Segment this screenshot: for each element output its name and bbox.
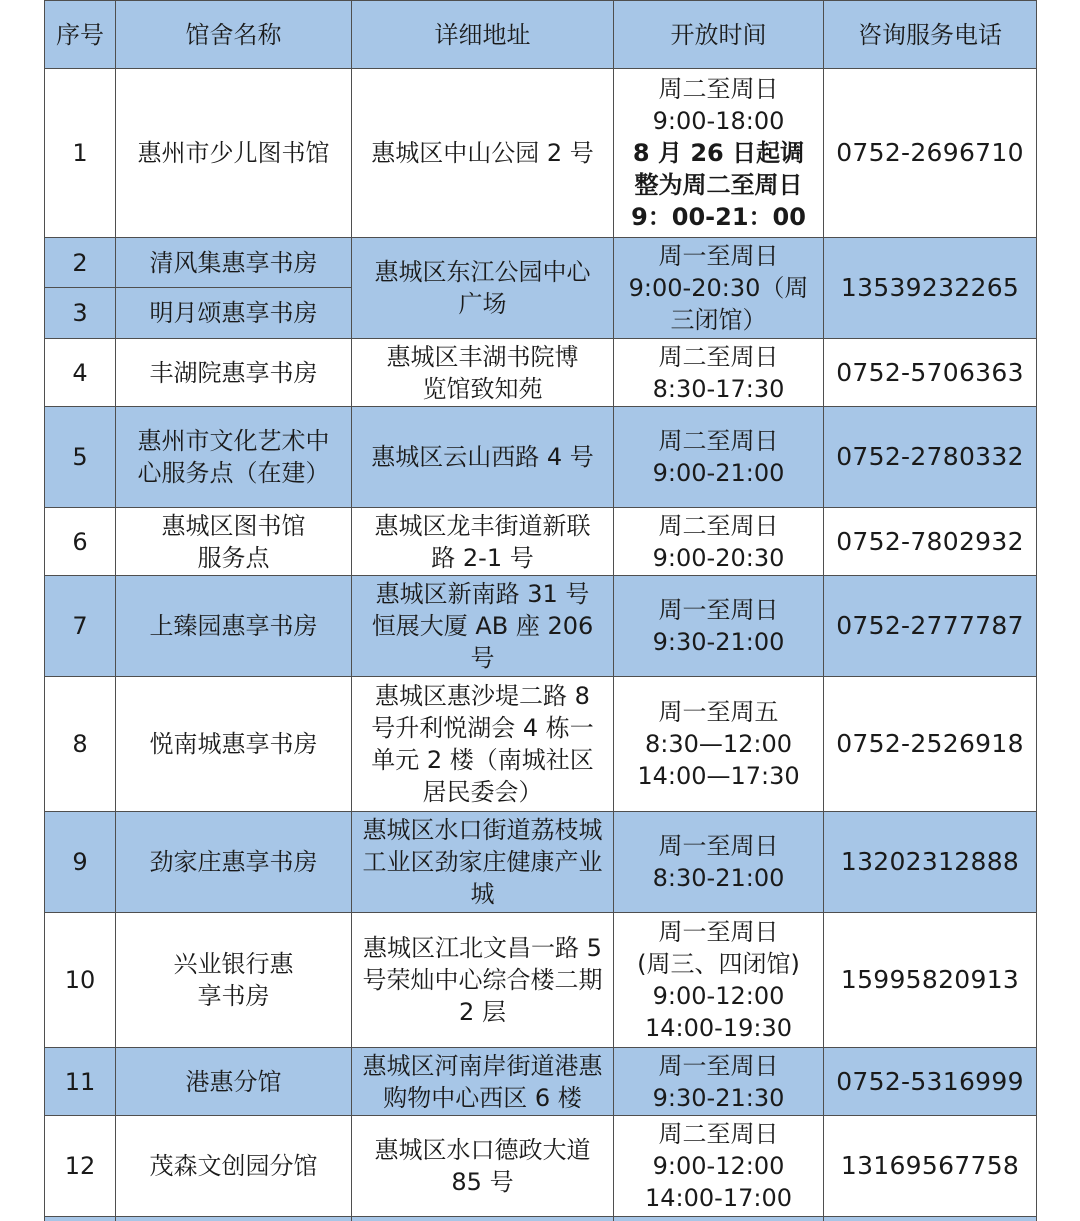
row-name: 惠州市文化艺术中心服务点（在建） [116,407,352,508]
hours-line: 周一至周日 [658,832,779,860]
header-name: 馆舍名称 [116,1,352,69]
row-phone: 0752-2696710 [824,69,1037,238]
hours-line: 周二至周日 [658,75,779,103]
row-no: 12 [45,1116,116,1217]
hours-line: 9:00-20:30（周三闭馆） [628,274,809,334]
row-phone: 0752-7802932 [824,508,1037,576]
table-row [45,508,1037,576]
table-row [45,339,1037,407]
row-phone: 15995820913 [824,913,1037,1048]
table-row [45,407,1037,508]
row-hours [614,407,824,508]
row-no: 2 [45,238,116,288]
table-row [45,1048,1037,1116]
row-hours [614,677,824,812]
row-name: 悦南城惠享书房 [116,677,352,812]
row-name: 兴业银行惠享书房 [116,913,352,1048]
row-hours [614,576,824,677]
row-address: 惠城区河南岸街道港惠购物中心西区 6 楼 [352,1048,614,1116]
hours-line: 周二至周日 [658,511,779,540]
row-phone: 0752-2526918 [824,677,1037,812]
row-no: 10 [45,913,116,1048]
row-address: 惠城区龙丰街道新联路 2-1 号 [352,508,614,576]
hours-line: 8:30-21:00 [652,864,785,892]
hours-line: (周三、四闭馆) [637,950,800,978]
row-hours [614,1048,824,1116]
hours-line: 8:30-17:30 [652,374,785,403]
row-hours [614,1116,824,1217]
row-phone: 0752-5316999 [824,1048,1037,1116]
row-address: 惠城区水口德政大道 85 号 [352,1116,614,1217]
row-name: 惠州市少儿图书馆 [116,69,352,238]
hours-line: 周二至周日 [658,427,779,455]
hours-line: 14:00-19:30 [645,1014,792,1042]
row-address: 惠城区惠沙堤二路 8 号升利悦湖会 4 栋一单元 2 楼（南城社区居民委会） [352,677,614,812]
hours-change-note: 8 月 26 日起调 [632,139,805,167]
row-address: 惠城区中山公园 2 号 [352,69,614,238]
row-address: 惠城区丰湖书院博览馆致知苑 [352,339,614,407]
row-phone [824,1217,1037,1221]
hours-line: 9:00-12:00 [652,982,785,1010]
table-row [45,576,1037,677]
row-hours [614,812,824,913]
header-hours: 开放时间 [614,1,824,69]
hours-line: 9:00-21:00 [652,459,785,487]
hours-line: 周一至周日 [658,1051,779,1080]
row-phone: 13202312888 [824,812,1037,913]
header-phone: 咨询服务电话 [824,1,1037,69]
header-no: 序号 [45,1,116,69]
hours-change-note: 整为周二至周日 [634,171,803,199]
hours-line: 周二至周日 [658,342,779,371]
hours-line: 8:30—12:00 [644,730,793,758]
row-phone: 0752-2780332 [824,407,1037,508]
row-no: 5 [45,407,116,508]
row-no: 11 [45,1048,116,1116]
row-no: 9 [45,812,116,913]
row-hours [614,508,824,576]
row-name: 港惠分馆 [116,1048,352,1116]
hours-line: 周一至周日 [658,596,779,624]
row-address: 惠城区水口街道荔枝城工业区劲家庄健康产业城 [352,812,614,913]
row-address: 惠城区东江公园中心广场 [352,238,614,339]
hours-line: 9:00-12:00 [652,1152,785,1180]
row-hours [614,913,824,1048]
row-phone: 0752-5706363 [824,339,1037,407]
table-row [45,913,1037,1048]
row-name: 劲家庄惠享书房 [116,812,352,913]
hours-line: 9:30-21:30 [652,1083,785,1112]
row-name: 茂森文创园分馆 [116,1116,352,1217]
row-no: 4 [45,339,116,407]
hours-line: 周一至周五 [658,698,779,726]
table-row [45,69,1037,238]
hours-line: 9:30-21:00 [652,628,785,656]
row-phone: 13539232265 [824,238,1037,339]
row-name: 丰湖院惠享书房 [116,339,352,407]
row-phone: 13169567758 [824,1116,1037,1217]
row-hours [614,1217,824,1221]
row-no: 6 [45,508,116,576]
hours-line: 周一至周日 [658,918,779,946]
row-no: 8 [45,677,116,812]
hours-change-note: 9：00-21：00 [631,203,806,231]
row-hours [614,69,824,238]
row-name [116,1217,352,1221]
table-row [45,677,1037,812]
row-name: 清风集惠享书房 [116,238,352,288]
table-row [45,1116,1037,1217]
row-no: 1 [45,69,116,238]
row-address [352,1217,614,1221]
row-name: 惠城区图书馆服务点 [116,508,352,576]
table-row [45,812,1037,913]
row-address: 惠城区云山西路 4 号 [352,407,614,508]
hours-line: 14:00—17:30 [637,762,800,790]
row-hours [614,339,824,407]
hours-line: 9:00-18:00 [652,107,785,135]
hours-line: 周二至周日 [658,1120,779,1148]
hours-line: 周一至周日 [658,242,779,270]
table-row-cut [45,1217,1037,1221]
row-phone: 0752-2777787 [824,576,1037,677]
row-name: 上臻园惠享书房 [116,576,352,677]
table-row [45,238,1037,288]
header-address: 详细地址 [352,1,614,69]
hours-line: 9:00-20:30 [652,543,785,572]
row-no: 7 [45,576,116,677]
row-no [45,1217,116,1221]
hours-line: 14:00-17:00 [645,1184,792,1212]
library-table [44,0,1037,1221]
row-no: 3 [45,288,116,339]
row-name: 明月颂惠享书房 [116,288,352,339]
row-address: 惠城区新南路 31 号恒展大厦 AB 座 206 号 [352,576,614,677]
header-row [45,1,1037,69]
row-address: 惠城区江北文昌一路 5 号荣灿中心综合楼二期 2 层 [352,913,614,1048]
row-hours [614,238,824,339]
